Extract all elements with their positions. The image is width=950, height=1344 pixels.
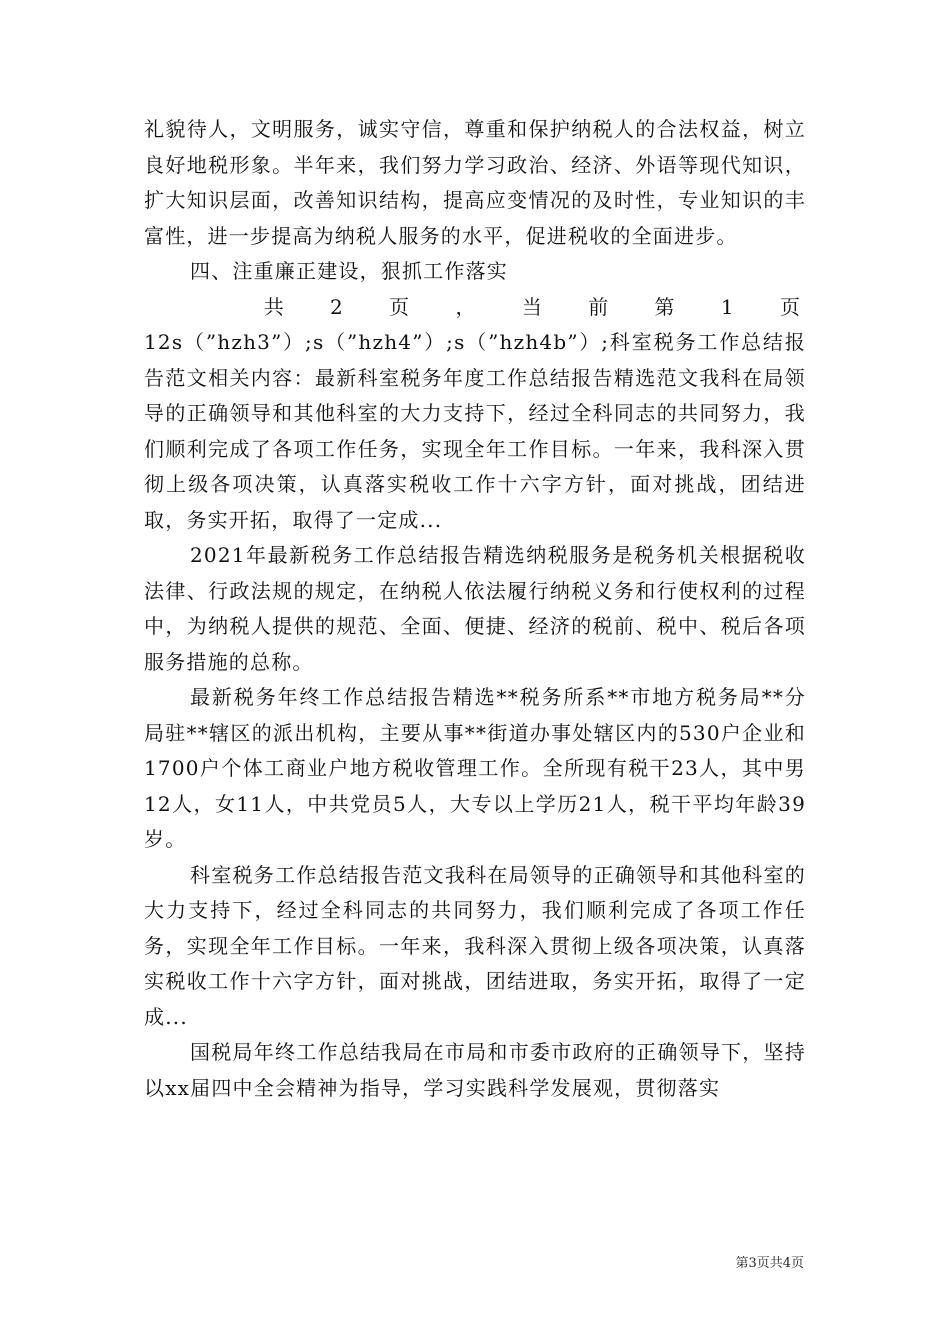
paragraph-department-report: 科室税务工作总结报告范文我科在局领导的正确领导和其他科室的大力支持下，经过全科同志的共同努力，我们顺利完成了各项工作任务，实现全年工作目标。一年来，我科深入贯彻上级各项决策，认真落实税收工作十六字方针，面对挑战，团结进取，务实开拓，取得了一定成... — [144, 862, 806, 1029]
page-marker: 共 2 页 ， 当 前 第 1 页 — [263, 294, 806, 319]
paragraph-related-content: 12s（”hzh3”）;s（”hzh4”）;s（”hzh4b”）;科室税务工作总结报告范文相关内容：最新科室税务年度工作总结报告精选范文我科在局领导的正确领导和其他科室的大力支持下，经过全科同志的共同努力，我们顺利完成了各项工作任务，实现全年工作目标。一年来，我科深入贯彻上级各项决策，认真落实税收工作十六字方针，面对挑战，团结进取，务实开拓，取得了一定成... — [144, 330, 806, 532]
body-text — [144, 112, 806, 1106]
page-number-footer: 第3页共4页 — [735, 1256, 804, 1271]
paragraph-national-tax-bureau: 国税局年终工作总结我局在市局和市委市政府的正确领导下，坚持以xx届四中全会精神为指导，学习实践科学发展观，贯彻落实 — [144, 1040, 806, 1100]
section-heading: 四、注重廉正建设，狠抓工作落实 — [190, 259, 508, 283]
paragraph-tax-service: 2021年最新税务工作总结报告精选纳税服务是税务机关根据税收法律、行政法规的规定，在纳税人依法履行纳税义务和行使权利的过程中，为纳税人提供的规范、全面、便捷、经济的税前、税中、税后各项服务措施的总称。 — [144, 543, 806, 674]
paragraph-continuation: 礼貌待人，文明服务，诚实守信，尊重和保护纳税人的合法权益，树立良好地税形象。半年来，我们努力学习政治、经济、外语等现代知识，扩大知识层面，改善知识结构，提高应变情况的及时性，专业知识的丰富性，进一步提高为纳税人服务的水平，促进税收的全面进步。 — [144, 117, 806, 248]
paragraph-year-end-report: 最新税务年终工作总结报告精选**税务所系**市地方税务局**分局驻**辖区的派出机构，主要从事**街道办事处辖区内的530户企业和1700户个体工商业户地方税收管理工作。全所现有税干23人，其中男12人，女11人，中共党员5人，大专以上学历21人，税干平均年龄39岁。 — [144, 685, 806, 851]
